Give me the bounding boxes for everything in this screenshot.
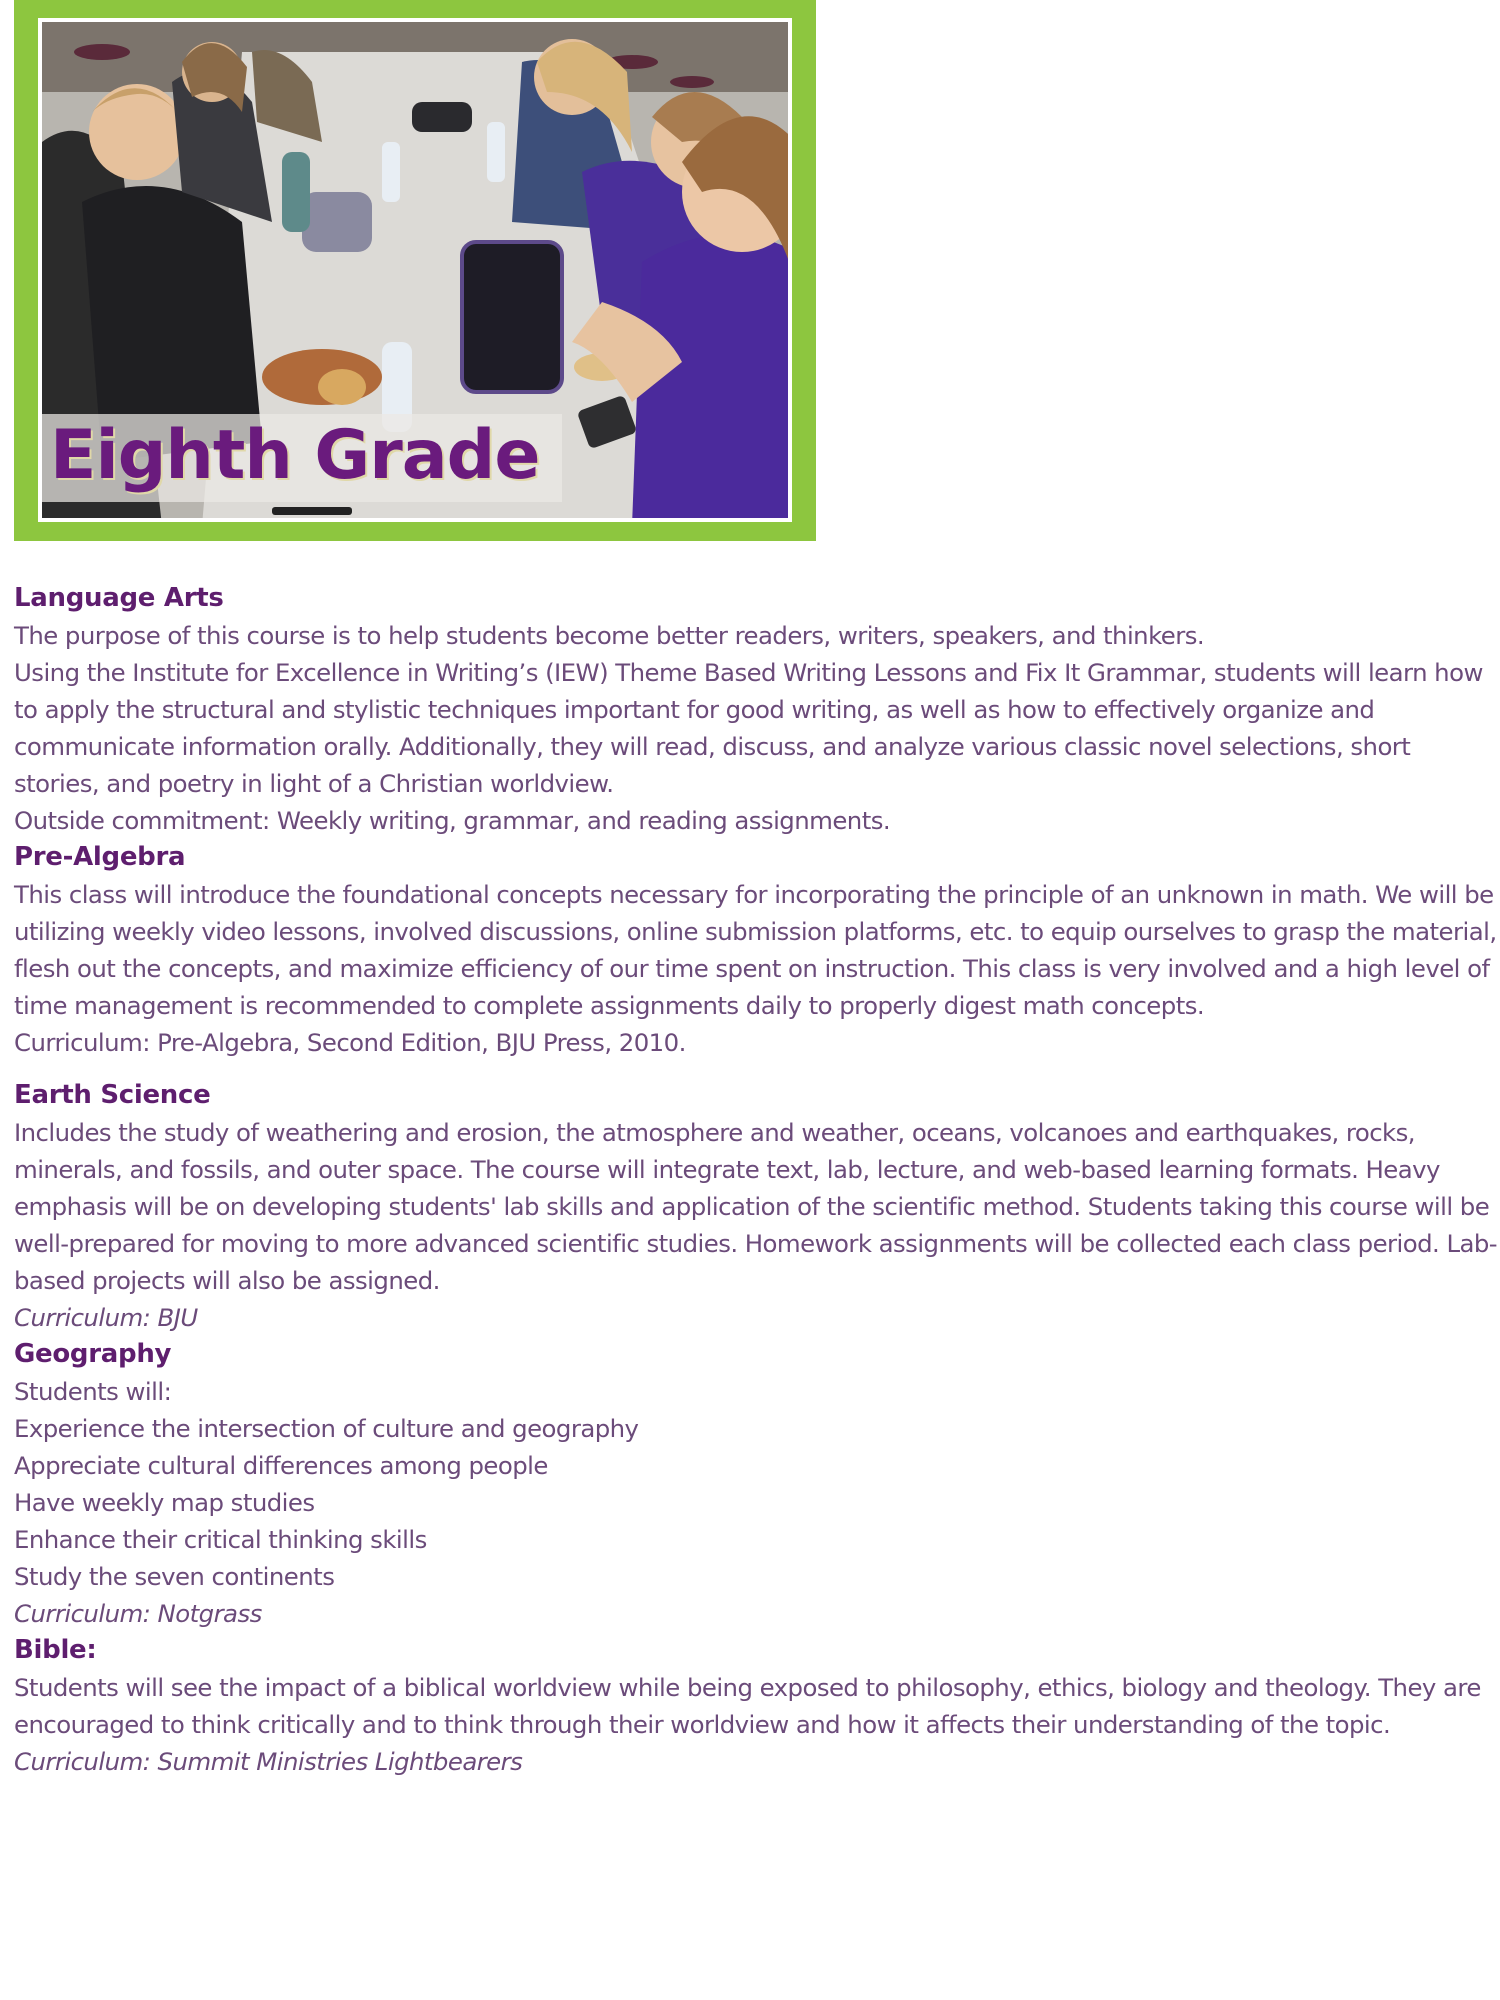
course-descriptions — [14, 580, 1500, 1780]
section-spacer — [14, 1061, 1500, 1077]
geography-intro: Students will: — [14, 1377, 172, 1406]
geography-item: Enhance their critical thinking skills — [14, 1525, 427, 1554]
geography-item: Appreciate cultural differences among people — [14, 1451, 548, 1480]
language-arts-line: The purpose of this course is to help students become better readers, writers, speakers, and thinkers. — [14, 621, 1205, 650]
geography-item: Have weekly map studies — [14, 1488, 315, 1517]
language-arts-line: Using the Institute for Excellence in Writing’s (IEW) Theme Based Writing Lessons and Fix It Grammar, students will learn how to apply the structural and stylistic techniques important for good writing, as well as how to effectively organize and communicate information orally. Additionally, they will read, discuss, and analyze various classic novel selections, short stories, and poetry in light of a Christian worldview. — [14, 658, 1483, 798]
heading-pre-algebra: Pre-Algebra — [14, 842, 186, 872]
pre-algebra-body: This class will introduce the foundational concepts necessary for incorporating the principle of an unknown in math. We will be utilizing weekly video lessons, involved discussions, online submission platforms, etc. to equip ourselves to grasp the material, flesh out the concepts, and maximize efficiency of our time spent on instruction. This class is very involved and a high level of time management is recommended to complete assignments daily to properly digest math concepts. — [14, 880, 1497, 1020]
bible-curriculum: Curriculum: Summit Ministries Lightbearers — [14, 1747, 523, 1776]
heading-geography: Geography — [14, 1339, 172, 1369]
page-title: Eighth Grade — [50, 416, 540, 495]
geography-curriculum: Curriculum: Notgrass — [14, 1599, 262, 1628]
earth-science-curriculum: Curriculum: BJU — [14, 1303, 198, 1332]
heading-earth-science: Earth Science — [14, 1080, 211, 1110]
geography-item: Experience the intersection of culture and geography — [14, 1414, 639, 1443]
geography-item: Study the seven continents — [14, 1562, 335, 1591]
cafeteria-photo — [38, 18, 792, 522]
pre-algebra-curriculum: Curriculum: Pre-Algebra, Second Edition, BJU Press, 2010. — [14, 1028, 686, 1057]
banner-frame — [14, 0, 816, 541]
heading-language-arts: Language Arts — [14, 583, 224, 613]
language-arts-line: Outside commitment: Weekly writing, grammar, and reading assignments. — [14, 806, 891, 835]
earth-science-body: Includes the study of weathering and erosion, the atmosphere and weather, oceans, volcanoes and earthquakes, rocks, minerals, and fossils, and outer space. The course will integrate text, lab, lecture, and web-based learning formats. Heavy emphasis will be on developing students' lab skills and application of the scientific method. Students taking this course will be well-prepared for moving to more advanced scientific studies. Homework assignments will be collected each class period. Lab-based projects will also be assigned. — [14, 1118, 1498, 1295]
heading-bible: Bible: — [14, 1635, 97, 1665]
bible-body: Students will see the impact of a biblical worldview while being exposed to philosophy, ethics, biology and theology. They are encouraged to think critically and to think through their worldview and how it affects their understanding of the topic. — [14, 1673, 1481, 1739]
